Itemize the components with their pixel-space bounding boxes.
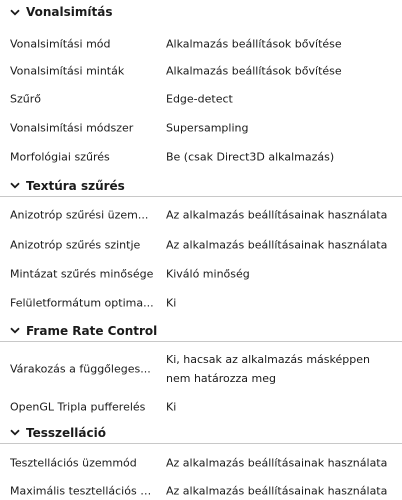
setting-row-morphological-filtering[interactable]	[0, 144, 402, 170]
setting-value[interactable]: Az alkalmazás beállításainak használata	[166, 238, 388, 251]
setting-row-max-tessellation-level[interactable]	[0, 478, 402, 500]
setting-row-anisotropic-level[interactable]	[0, 231, 402, 258]
section-header-tessellation[interactable]	[0, 422, 402, 444]
setting-name: Maximális tesztellációs s...	[10, 484, 156, 498]
chevron-down-icon[interactable]	[4, 182, 26, 189]
setting-row-filter[interactable]	[0, 86, 402, 112]
setting-name: Morfológiai szűrés	[10, 150, 110, 164]
setting-row-anisotropic-mode[interactable]	[0, 201, 402, 228]
chevron-down-icon[interactable]	[4, 327, 26, 334]
setting-name: Szűrő	[10, 92, 41, 106]
setting-row-texture-quality[interactable]	[0, 260, 402, 287]
setting-value[interactable]: Ki	[166, 400, 177, 413]
setting-value[interactable]: Alkalmazás beállítások bővítése	[166, 37, 342, 51]
setting-row-surface-format-optimization[interactable]	[0, 289, 402, 316]
section-title: Tesszelláció	[26, 425, 106, 440]
setting-value[interactable]: Az alkalmazás beállításainak használata	[166, 456, 388, 469]
section-header-frame-rate-control[interactable]	[0, 320, 402, 342]
setting-name: Vonalsimítási minták	[10, 64, 125, 78]
setting-name: Mintázat szűrés minősége	[10, 267, 154, 280]
setting-value[interactable]: Ki, hacsak az alkalmazás másképpen nem határozza meg	[166, 353, 370, 385]
setting-name: Felületformátum optima...	[10, 296, 154, 309]
setting-row-tessellation-mode[interactable]	[0, 449, 402, 476]
setting-name: Anizotróp szűrési üzem...	[10, 208, 149, 221]
setting-value[interactable]: Az alkalmazás beállításainak használata	[166, 484, 388, 498]
setting-name: Tesztellációs üzemmód	[10, 456, 137, 469]
setting-name: Anizotróp szűrés szintje	[10, 238, 141, 251]
setting-row-opengl-triple-buffering[interactable]	[0, 393, 402, 420]
setting-name: Várakozás a függőleges...	[10, 362, 151, 376]
chevron-down-icon[interactable]	[4, 429, 26, 436]
setting-row-wait-vertical-refresh[interactable]	[0, 347, 402, 391]
setting-name: OpenGL Tripla pufferelés	[10, 400, 146, 413]
chevron-down-icon[interactable]	[4, 9, 26, 16]
setting-value[interactable]: Alkalmazás beállítások bővítése	[166, 64, 342, 78]
section-header-texture-filtering[interactable]	[0, 175, 402, 197]
section-header-vonalsimitas[interactable]	[0, 1, 402, 23]
section-title: Textúra szűrés	[26, 178, 125, 193]
setting-value[interactable]: Supersampling	[166, 121, 249, 135]
setting-value[interactable]: Kiváló minőség	[166, 267, 250, 280]
section-title: Vonalsimítás	[26, 5, 113, 19]
setting-name: Vonalsimítási mód	[10, 37, 111, 51]
setting-value[interactable]: Be (csak Direct3D alkalmazás)	[166, 150, 335, 164]
setting-value[interactable]: Az alkalmazás beállításainak használata	[166, 208, 388, 221]
setting-row-antialiasing-method[interactable]	[0, 115, 402, 141]
setting-value[interactable]: Edge-detect	[166, 92, 233, 106]
section-title: Frame Rate Control	[26, 323, 158, 338]
setting-value[interactable]: Ki	[166, 296, 177, 309]
setting-row-antialiasing-mode[interactable]	[0, 31, 402, 57]
setting-row-antialiasing-samples[interactable]	[0, 58, 402, 84]
setting-name: Vonalsimítási módszer	[10, 121, 134, 135]
